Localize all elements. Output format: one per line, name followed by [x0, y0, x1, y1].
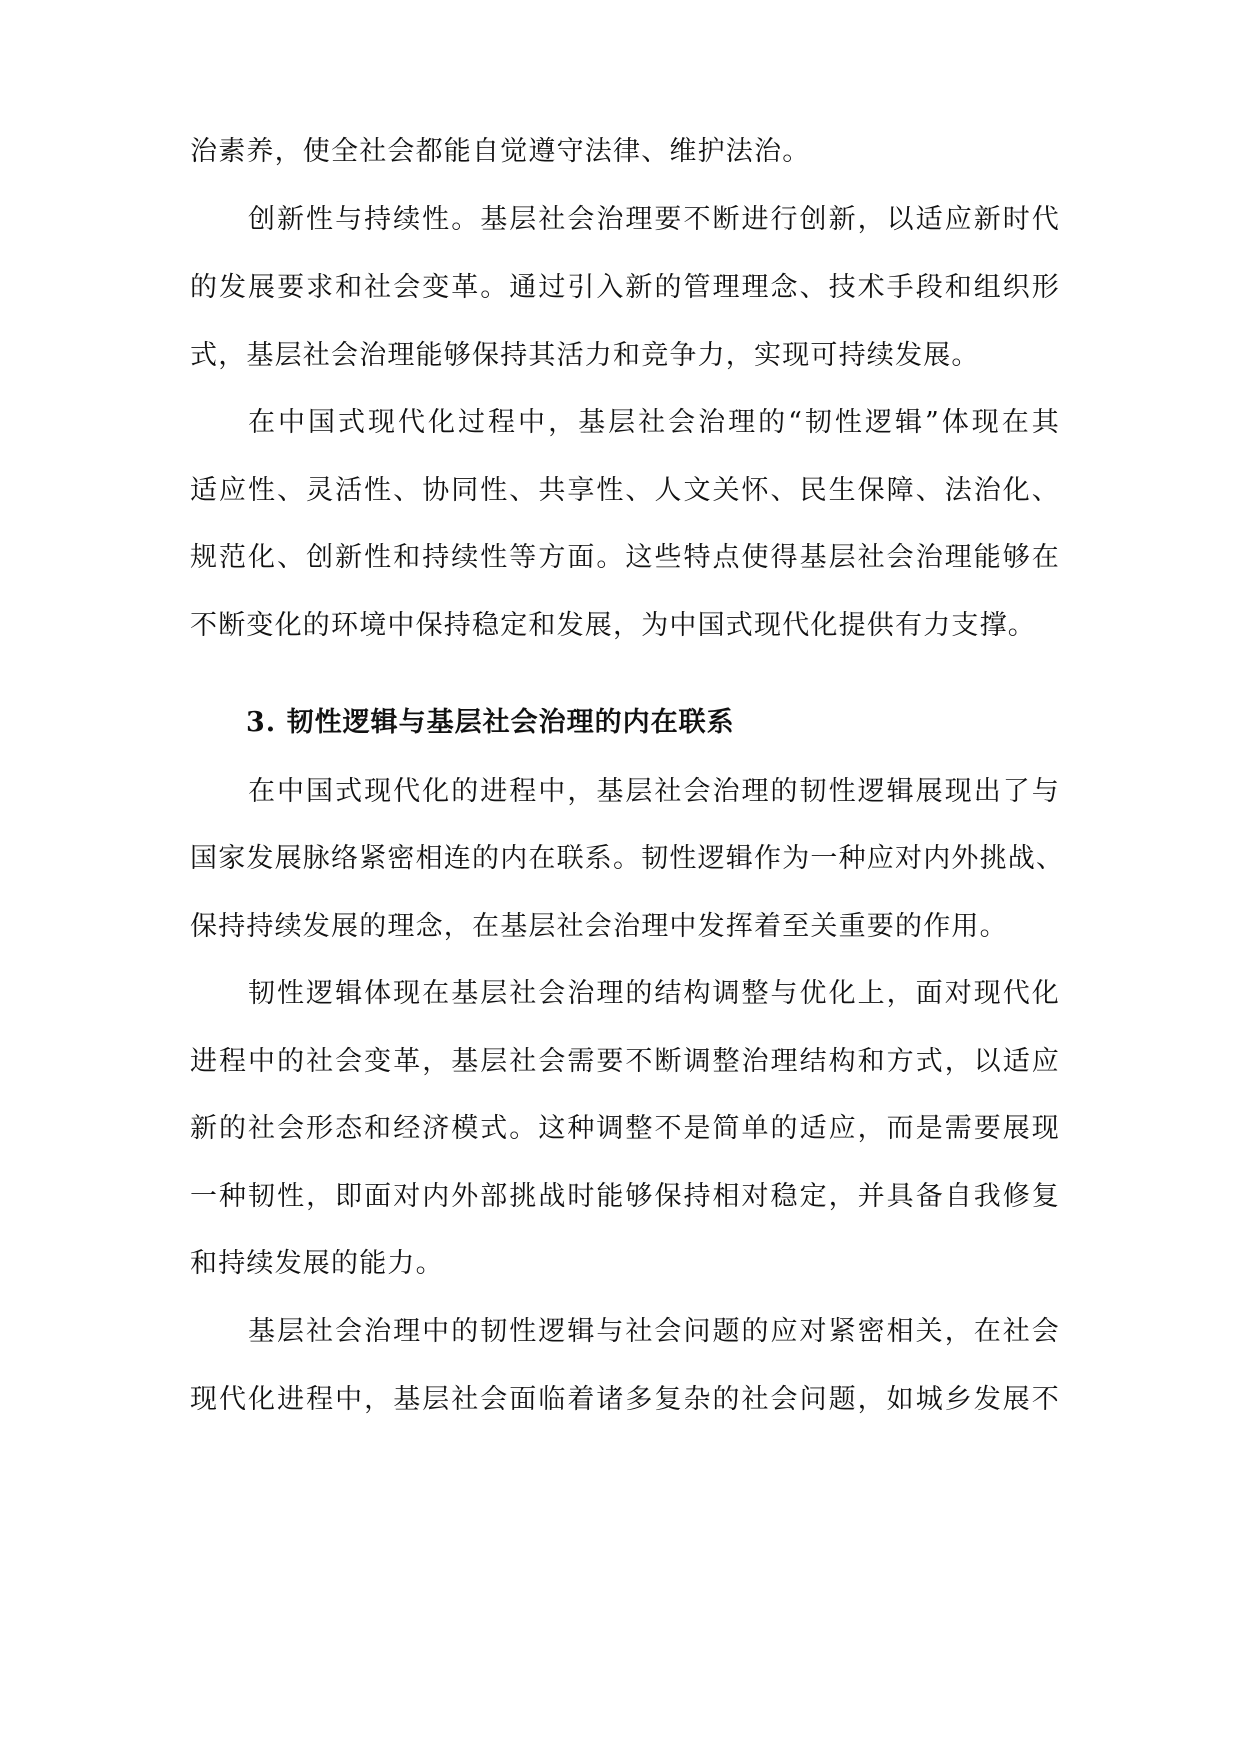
- text-line: 国家发展脉络紧密相连的内在联系。韧性逻辑作为一种应对内外挑战、: [190, 843, 1065, 874]
- text-line: 的发展要求和社会变革。通过引入新的管理理念、技术手段和组织形: [190, 272, 1060, 303]
- text-line: 一种韧性，即面对内外部挑战时能够保持相对稳定，并具备自我修复: [190, 1181, 1060, 1212]
- text-line: 新的社会形态和经济模式。这种调整不是简单的适应，而是需要展现: [190, 1113, 1060, 1144]
- text-line: 在中国式现代化过程中，基层社会治理的“韧性逻辑”体现在其: [248, 407, 1060, 438]
- text-line: 创新性与持续性。基层社会治理要不断进行创新，以适应新时代: [248, 204, 1060, 235]
- text-line: 基层社会治理中的韧性逻辑与社会问题的应对紧密相关，在社会: [248, 1316, 1060, 1347]
- text-line: 韧性逻辑体现在基层社会治理的结构调整与优化上，面对现代化: [248, 978, 1060, 1009]
- text-line: 适应性、灵活性、协同性、共享性、人文关怀、民生保障、法治化、: [190, 475, 1060, 506]
- text-line: 规范化、创新性和持续性等方面。这些特点使得基层社会治理能够在: [190, 542, 1060, 573]
- text-line: 保持持续发展的理念，在基层社会治理中发挥着至关重要的作用。: [190, 911, 1008, 942]
- text-line: 在中国式现代化的进程中，基层社会治理的韧性逻辑展现出了与: [248, 776, 1060, 807]
- section-heading: 3. 韧性逻辑与基层社会治理的内在联系: [246, 707, 735, 738]
- text-line: 治素养，使全社会都能自觉遵守法律、维护法治。: [190, 136, 811, 167]
- text-line: 和持续发展的能力。: [190, 1248, 444, 1279]
- text-line: 不断变化的环境中保持稳定和发展，为中国式现代化提供有力支撑。: [190, 610, 1036, 641]
- text-line: 现代化进程中，基层社会面临着诸多复杂的社会问题，如城乡发展不: [190, 1384, 1060, 1415]
- text-line: 式，基层社会治理能够保持其活力和竞争力，实现可持续发展。: [190, 340, 980, 371]
- text-line: 进程中的社会变革，基层社会需要不断调整治理结构和方式，以适应: [190, 1046, 1060, 1077]
